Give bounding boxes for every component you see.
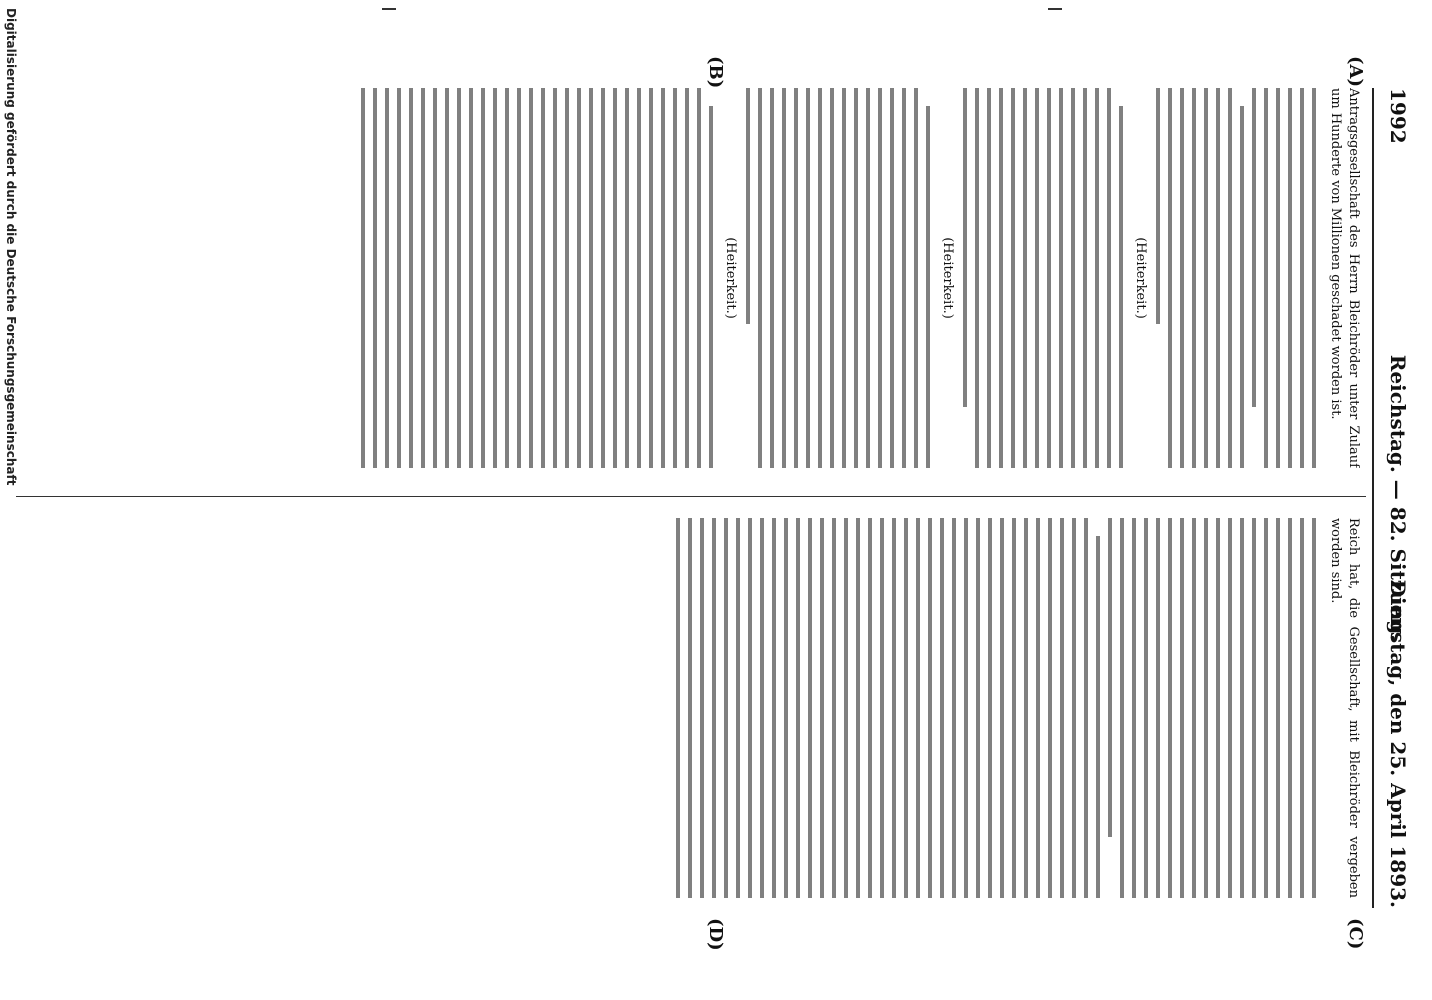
header-rule (1372, 88, 1374, 908)
session-date: Dienstag, den 25. April 1893. (1386, 579, 1410, 908)
interjection: (Heiterkeit.) (723, 237, 738, 319)
illegible-text-block-1 (1156, 88, 1316, 468)
illegible-text-block-4 (361, 88, 713, 468)
margin-marker-b: (B) (705, 56, 726, 89)
column-divider (16, 496, 1366, 497)
first-paragraph: Antragsgesellschaft des Herrn Bleichröder unter Zulauf um Hunderte von Millionen geschadet worden ist. (1328, 88, 1361, 468)
page-number: 1992 (1386, 88, 1410, 144)
illegible-text-block-5 (676, 518, 1316, 898)
margin-marker-a: (A) (1345, 56, 1366, 87)
digitization-note: Digitalisierung gefördert durch die Deutsche Forschungsgemeinschaft (4, 8, 18, 486)
left-column (22, 88, 1362, 468)
right-column (22, 518, 1362, 898)
illegible-text-block-2 (963, 88, 1123, 468)
running-title: Reichstag. — 82. Sitzung. (1386, 354, 1410, 642)
footer (2, 0, 18, 1000)
crop-tick (1048, 8, 1062, 10)
interjection: (Heiterkeit.) (1133, 237, 1148, 319)
illegible-text-block-3 (746, 88, 930, 468)
margin-marker-c: (C) (1345, 918, 1366, 950)
first-paragraph: Reich hat, die Gesellschaft, mit Bleichröder vergeben worden sind. (1328, 518, 1361, 898)
margin-marker-d: (D) (705, 918, 726, 951)
page-header (1380, 88, 1410, 908)
interjection: (Heiterkeit.) (940, 237, 955, 319)
crop-tick (382, 8, 396, 10)
